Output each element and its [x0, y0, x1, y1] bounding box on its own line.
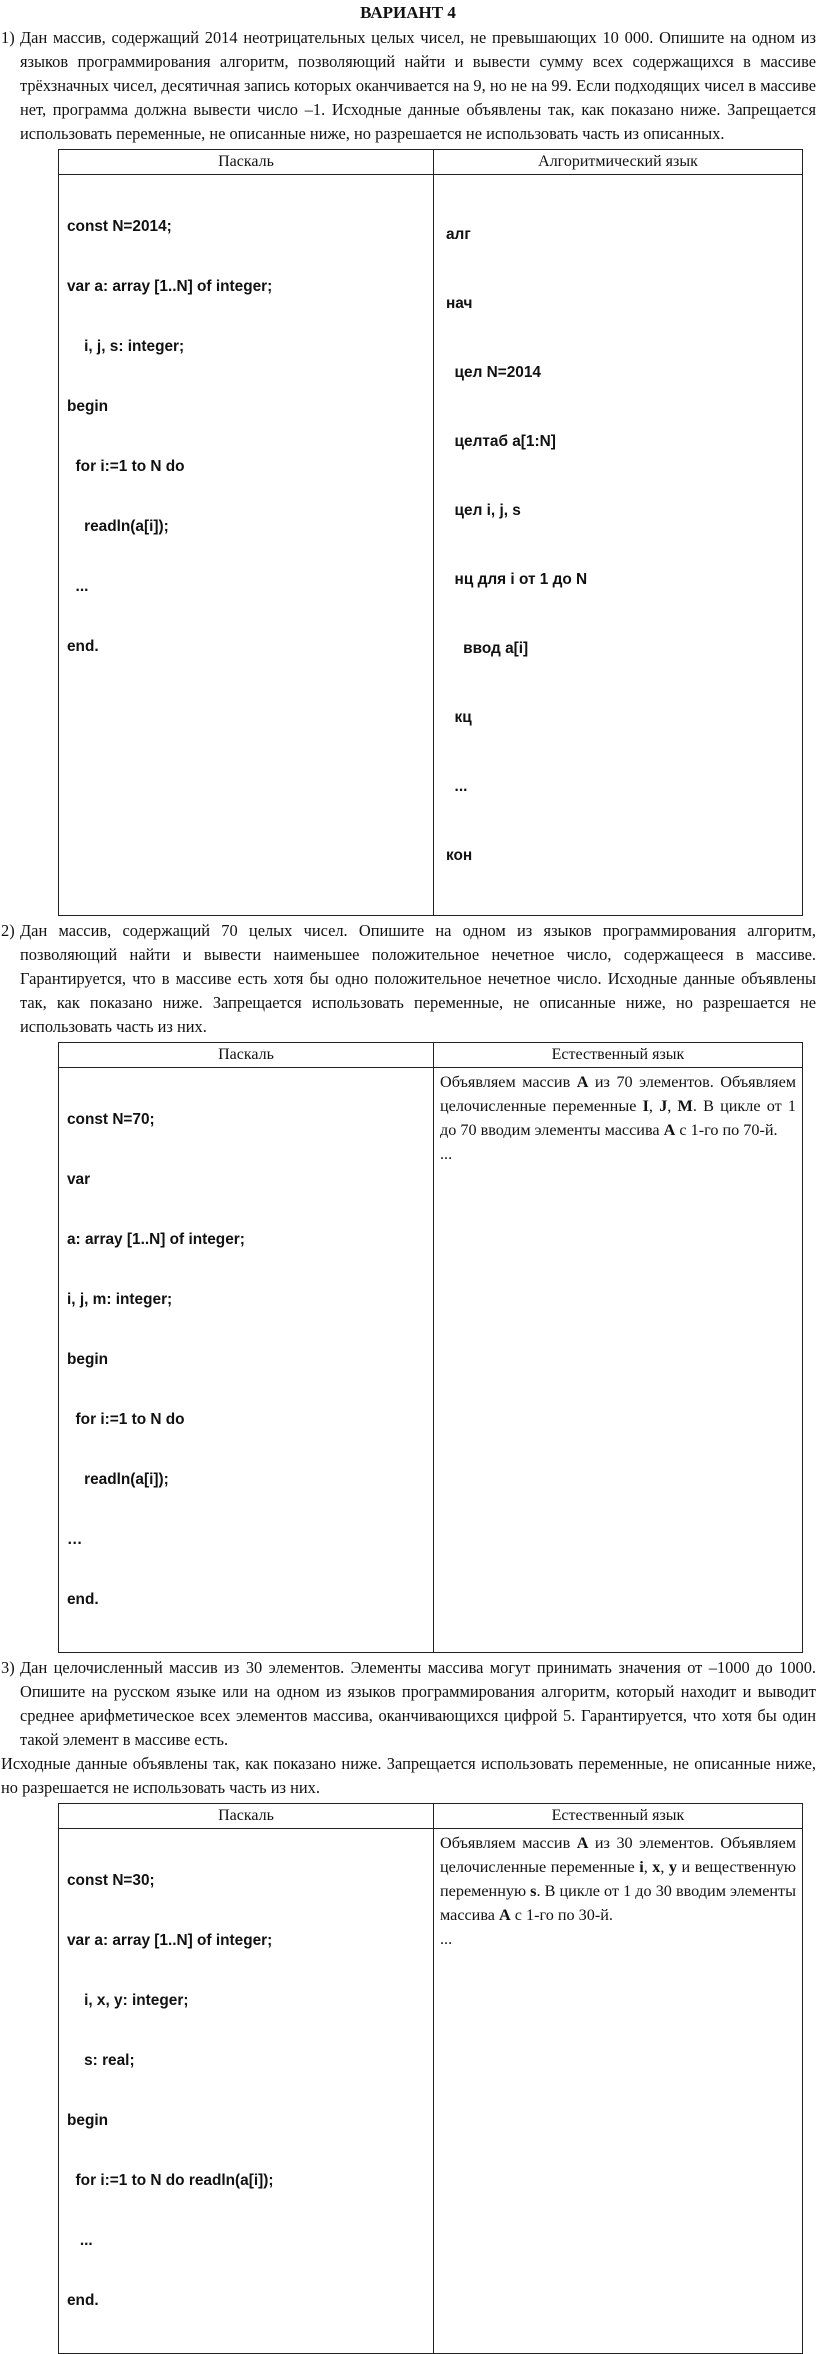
- natural-fragment: x: [652, 1858, 661, 1876]
- code-line: a: array [1..N] of integer;: [67, 1231, 245, 1248]
- task-1-table: [58, 149, 803, 916]
- natural-ellipsis: ...: [440, 1145, 453, 1163]
- natural-fragment: из 30 элементов. Объявляем целочисленные переменные: [440, 1834, 796, 1876]
- natural-fragment: ,: [667, 1097, 678, 1115]
- code-line: кон: [446, 847, 473, 864]
- code-line: end.: [67, 638, 99, 655]
- code-line: readln(a[i]);: [67, 518, 169, 535]
- code-line: нц для i от 1 до N: [446, 571, 588, 588]
- task-3-text: Дан целочисленный массив из 30 элементов. Элементы массива могут принимать значения от –1000 до 1000. Опишите на русском языке или на одном из языков программирования алгоритм, который находит и выводит среднее арифметическое всех элементов массива, оканчивающихся цифрой 5. Гарантируется, что хотя бы один такой элемент в массиве есть.: [20, 1658, 816, 1749]
- natural-fragment: J: [659, 1097, 668, 1115]
- code-line: кц: [446, 709, 472, 726]
- page-title: ВАРИАНТ 4: [360, 3, 456, 22]
- code-line: ...: [67, 2232, 93, 2249]
- natural-fragment: M: [677, 1097, 693, 1115]
- task-1: [0, 26, 816, 146]
- code-line: алг: [446, 226, 471, 243]
- code-line: begin: [67, 1351, 109, 1368]
- natural-fragment: . В цикле от 1 до 30 вводим элементы массива: [440, 1882, 796, 1924]
- code-line: for i:=1 to N do readln(a[i]);: [67, 2172, 274, 2189]
- task-2-natural-text: [434, 1068, 803, 1653]
- task-1-alg-code: [434, 175, 803, 916]
- code-line: const N=30;: [67, 1872, 155, 1889]
- task-3-pascal-code: [59, 1829, 434, 2354]
- code-line: цел i, j, s: [446, 502, 521, 519]
- task-3-number: 3): [1, 1658, 15, 1677]
- natural-fragment: A: [576, 1834, 589, 1852]
- code-line: ...: [446, 778, 468, 795]
- natural-fragment: с 1-го по 30-й.: [510, 1906, 613, 1924]
- code-line: begin: [67, 398, 109, 415]
- natural-fragment: Объявляем массив: [440, 1834, 577, 1852]
- task-3: [0, 1656, 816, 1752]
- code-line: i, j, m: integer;: [67, 1291, 173, 1308]
- natural-fragment: ,: [643, 1858, 653, 1876]
- code-line: const N=2014;: [67, 218, 172, 235]
- code-line: ввод a[i]: [446, 640, 529, 657]
- code-line: end.: [67, 1591, 99, 1608]
- task-3-header-natural: Естественный язык: [434, 1804, 803, 1829]
- code-line: i, x, y: integer;: [67, 1992, 189, 2009]
- natural-fragment: s: [530, 1882, 537, 1900]
- code-line: нач: [446, 295, 473, 312]
- code-line: const N=70;: [67, 1111, 155, 1128]
- natural-fragment: A: [499, 1906, 511, 1924]
- task-3-header-pascal: Паскаль: [59, 1804, 434, 1829]
- code-line: целтаб a[1:N]: [446, 433, 556, 450]
- task-1-text: Дан массив, содержащий 2014 неотрицательных целых чисел, не превышающих 10 000. Опишите на одном из языков программирования алгоритм, позволяющий найти и вывести сумму всех содержащихся в массиве трёхзначных чисел, десятичная запись которых оканчивается на 9, но не на 99. Если подходящих чисел в массиве нет, программа должна вывести число –1. Исходные данные объявлены так, как показано ниже. Запрещается использовать переменные, не описанные ниже, но разрешается не использовать часть из описанных.: [20, 28, 816, 143]
- natural-fragment: Объявляем массив: [440, 1073, 577, 1091]
- task-2-header-natural: Естественный язык: [434, 1043, 803, 1068]
- task-2-number: 2): [1, 921, 15, 940]
- task-3-extra-text: Исходные данные объявлены так, как показано ниже. Запрещается использовать переменные, не описанные ниже, но разрешается не использовать часть из них.: [1, 1754, 816, 1797]
- natural-fragment: . В цикле от 1 до 70 вводим элементы массива: [440, 1097, 797, 1139]
- code-line: for i:=1 to N do: [67, 458, 185, 475]
- task-1-header-alg: Алгоритмический язык: [434, 150, 803, 175]
- code-line: readln(a[i]);: [67, 1471, 169, 1488]
- code-line: цел N=2014: [446, 364, 541, 381]
- natural-fragment: с 1-го по 70-й.: [675, 1121, 778, 1139]
- task-3-natural-text: [434, 1829, 803, 2354]
- code-line: var: [67, 1171, 91, 1188]
- task-1-header-pascal: Паскаль: [59, 150, 434, 175]
- natural-description: [440, 1831, 796, 1927]
- natural-fragment: и вещественную переменную: [440, 1858, 796, 1900]
- natural-description: [440, 1070, 796, 1142]
- code-line: end.: [67, 2292, 99, 2309]
- natural-fragment: I: [642, 1097, 649, 1115]
- code-line: ...: [67, 578, 89, 595]
- natural-fragment: A: [663, 1121, 676, 1139]
- task-2-pascal-code: [59, 1068, 434, 1653]
- code-line: i, j, s: integer;: [67, 338, 185, 355]
- natural-fragment: из 70 элементов. Объявляем целочисленные переменные: [440, 1073, 796, 1115]
- code-line: for i:=1 to N do: [67, 1411, 185, 1428]
- natural-fragment: A: [576, 1073, 589, 1091]
- natural-ellipsis: ...: [440, 1930, 453, 1948]
- code-line: var a: array [1..N] of integer;: [67, 1932, 273, 1949]
- task-2-table: [58, 1042, 803, 1653]
- code-line: s: real;: [67, 2052, 135, 2069]
- task-2: [0, 919, 816, 1039]
- natural-fragment: ,: [660, 1858, 669, 1876]
- task-2-header-pascal: Паскаль: [59, 1043, 434, 1068]
- task-1-pascal-code: [59, 175, 434, 916]
- code-line: …: [67, 1531, 83, 1548]
- task-1-number: 1): [1, 28, 15, 47]
- task-3-table: [58, 1803, 803, 2354]
- code-line: var a: array [1..N] of integer;: [67, 278, 273, 295]
- natural-fragment: ,: [648, 1097, 660, 1115]
- code-line: begin: [67, 2112, 109, 2129]
- natural-fragment: y: [668, 1858, 678, 1876]
- natural-fragment: i: [639, 1858, 644, 1876]
- task-2-text: Дан массив, содержащий 70 целых чисел. Опишите на одном из языков программирования алгоритм, позволяющий найти и вывести наименьшее положительное нечетное число, содержащееся в массиве. Гарантируется, что в массиве есть хотя бы одно положительное нечетное число. Исходные данные объявлены так, как показано ниже. Запрещается использовать переменные, не описанные ниже, но разрешается не использовать часть из них.: [20, 921, 816, 1036]
